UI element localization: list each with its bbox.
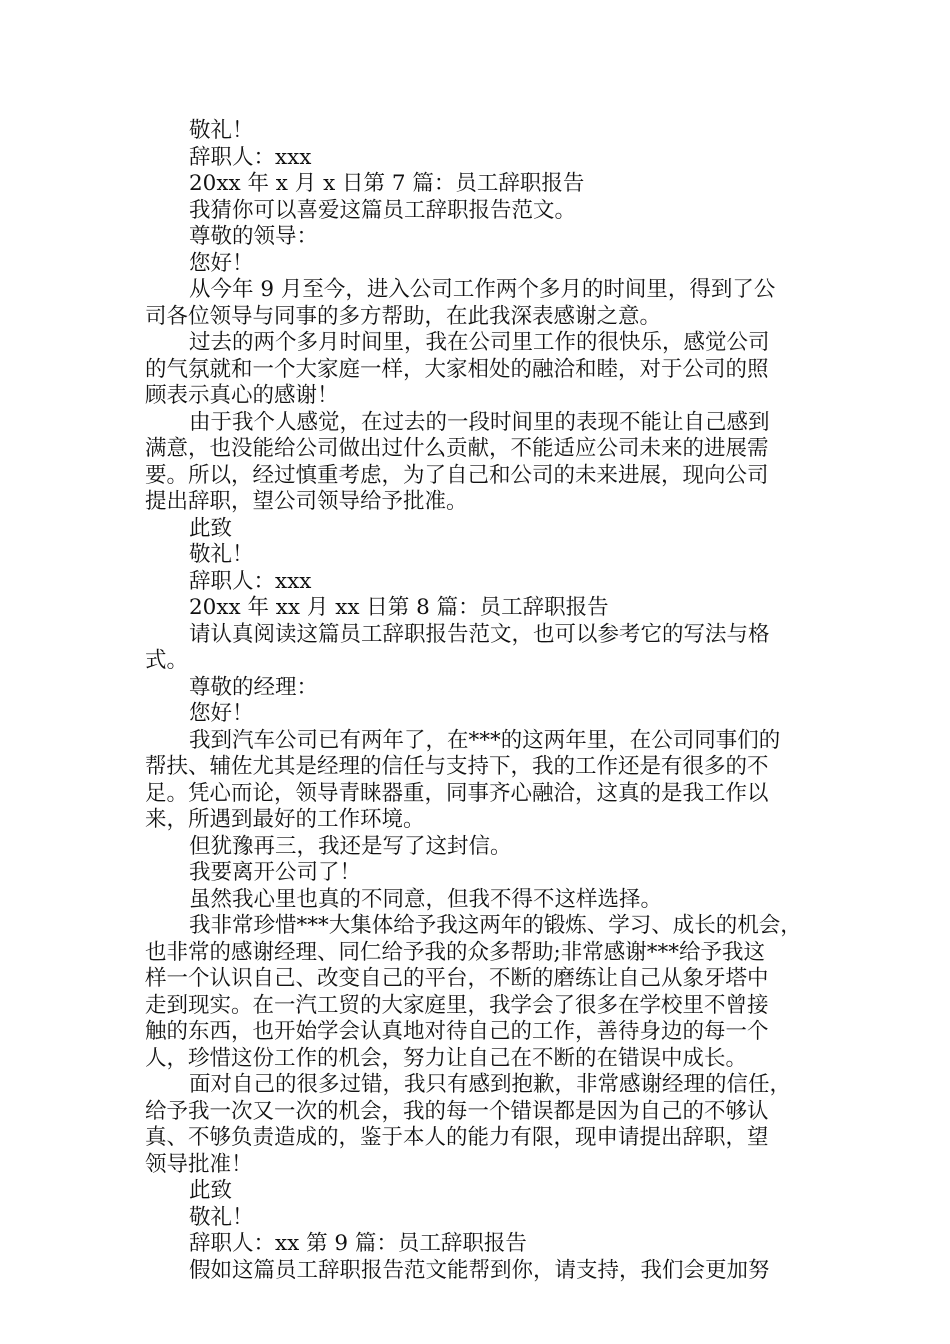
text-line: 20xx 年 xx 月 xx 日第 8 篇：员工辞职报告	[189, 595, 609, 620]
text-line: 足。凭心而论，领导青睐器重，同事齐心融洽，这真的是我工作以	[145, 780, 769, 806]
text-line: 我非常珍惜***大集体给予我这两年的锻炼、学习、成长的机会，	[189, 913, 802, 938]
text-line: 敬礼！	[189, 1204, 254, 1230]
text-line: 我猜你可以喜爱这篇员工辞职报告范文。	[189, 197, 577, 223]
text-line: 您好！	[189, 250, 254, 276]
text-line: 假如这篇员工辞职报告范文能帮到你，请支持，我们会更加努	[189, 1257, 770, 1283]
text-line: 也非常的感谢经理、同仁给予我的众多帮助;非常感谢***给予我这	[145, 939, 765, 965]
text-line: 我到汽车公司已有两年了，在***的这两年里，在公司同事们的	[189, 727, 781, 753]
text-line: 来，所遇到最好的工作环境。	[145, 807, 425, 832]
text-line: 虽然我心里也真的不同意，但我不得不这样选择。	[189, 886, 663, 912]
text-line: 但犹豫再三，我还是写了这封信。	[189, 833, 512, 859]
text-line: 人，珍惜这份工作的机会，努力让自己在不断的在错误中成长。	[145, 1045, 748, 1071]
text-line: 满意，也没能给公司做出过什么贡献，不能适应公司未来的进展需	[145, 436, 769, 461]
text-line: 敬礼！	[189, 542, 254, 567]
text-line: 走到现实。在一汽工贸的大家庭里，我学会了很多在学校里不曾接	[145, 992, 769, 1018]
text-line: 从今年 9 月至今，进入公司工作两个多月的时间里，得到了公	[189, 277, 776, 302]
text-line: 辞职人：xxx	[189, 568, 312, 594]
text-line: 提出辞职，望公司领导给予批准。	[145, 489, 468, 514]
text-line: 要。所以，经过慎重考虑，为了自己和公司的未来进展，现向公司	[145, 462, 769, 488]
text-line: 我要离开公司了！	[189, 860, 362, 885]
text-line: 此致	[189, 515, 233, 541]
text-line: 辞职人：xx 第 9 篇：员工辞职报告	[189, 1231, 527, 1256]
text-line: 样一个认识自己、改变自己的平台，不断的磨练让自己从象牙塔中	[145, 966, 769, 991]
text-line: 领导批准！	[145, 1151, 253, 1177]
text-line: 顾表示真心的感谢！	[145, 383, 339, 408]
text-line: 敬礼！	[189, 118, 254, 143]
text-line: 的气氛就和一个大家庭一样，大家相处的融洽和睦，对于公司的照	[145, 356, 769, 382]
text-line: 式。	[145, 648, 189, 673]
text-line: 过去的两个多月时间里，我在公司里工作的很快乐，感觉公司	[189, 330, 770, 355]
text-line: 辞职人：xxx	[189, 144, 312, 170]
text-line: 由于我个人感觉，在过去的一段时间里的表现不能让自己感到	[189, 409, 770, 435]
text-line: 司各位领导与同事的多方帮助，在此我深表感谢之意。	[145, 303, 662, 329]
text-line: 真、不够负责造成的，鉴于本人的能力有限，现申请提出辞职，望	[145, 1125, 769, 1150]
text-line: 您好！	[189, 701, 254, 726]
text-line: 尊敬的领导：	[189, 224, 319, 249]
document-body	[145, 118, 810, 1284]
text-line: 尊敬的经理：	[189, 674, 319, 700]
text-line: 此致	[189, 1178, 233, 1203]
text-line: 帮扶、辅佐尤其是经理的信任与支持下，我的工作还是有很多的不	[145, 754, 769, 779]
text-line: 请认真阅读这篇员工辞职报告范文，也可以参考它的写法与格	[189, 621, 770, 647]
text-line: 给予我一次又一次的机会，我的每一个错误都是因为自己的不够认	[145, 1098, 769, 1124]
text-line: 触的东西，也开始学会认真地对待自己的工作，善待身边的每一个	[145, 1019, 769, 1044]
text-line: 20xx 年 x 月 x 日第 7 篇：员工辞职报告	[189, 171, 585, 196]
text-line: 面对自己的很多过错，我只有感到抱歉，非常感谢经理的信任，	[189, 1072, 792, 1097]
